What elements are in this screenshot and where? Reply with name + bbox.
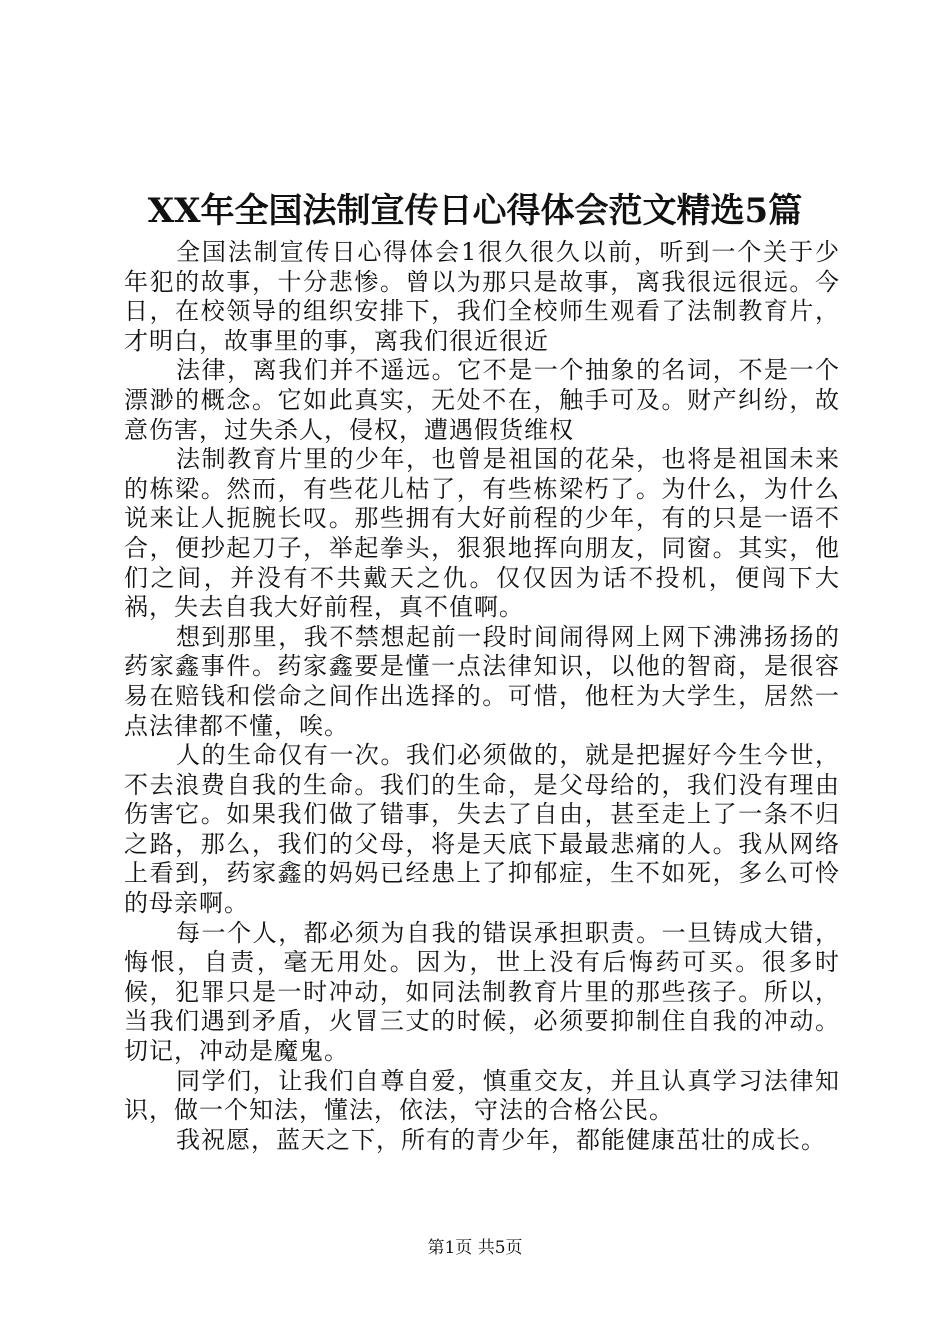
paragraph-5: 人的生命仅有一次。我们必须做的，就是把握好今生今世，不去浪费自我的生命。我们的生命，是父母给的，我们没有理由伤害它。如果我们做了错事，失去了自由，甚至走上了一条不归之路，那么，我们的父母，将是天底下最最悲痛的人。我从网络上看到，药家鑫的妈妈已经患上了抑郁症，生不如死，多么可怜的母亲啊。: [124, 741, 840, 918]
paragraph-3: 法制教育片里的少年，也曾是祖国的花朵，也将是祖国未来的栋梁。然而，有些花儿枯了，有些栋梁朽了。为什么，为什么说来让人扼腕长叹。那些拥有大好前程的少年，有的只是一语不合，便抄起刀子，举起拳头，狠狠地挥向朋友，同窗。其实，他们之间，并没有不共戴天之仇。仅仅因为话不投机，便闯下大祸，失去自我大好前程，真不值啊。: [124, 445, 840, 622]
paragraph-7: 同学们，让我们自尊自爱，慎重交友，并且认真学习法律知识，做一个知法，懂法，依法，守法的合格公民。: [124, 1066, 840, 1125]
paragraph-1: 全国法制宣传日心得体会1很久很久以前，听到一个关于少年犯的故事，十分悲惨。曾以为那只是故事，离我很远很远。今日，在校领导的组织安排下，我们全校师生观看了法制教育片，才明白，故事里的事，离我们很近很近: [124, 238, 840, 355]
document-body: [124, 238, 840, 1155]
page-number-footer: 第1页 共5页: [427, 1238, 523, 1258]
document-title: XX年全国法制宣传日心得体会范文精选5篇: [147, 191, 803, 231]
paragraph-6: 每一个人，都必须为自我的错误承担职责。一旦铸成大错，悔恨，自责，毫无用处。因为，世上没有后悔药可买。很多时候，犯罪只是一时冲动，如同法制教育片里的那些孩子。所以，当我们遇到矛盾，火冒三丈的时候，必须要抑制住自我的冲动。切记，冲动是魔鬼。: [124, 918, 840, 1066]
paragraph-4: 想到那里，我不禁想起前一段时间闹得网上网下沸沸扬扬的药家鑫事件。药家鑫要是懂一点法律知识，以他的智商，是很容易在赔钱和偿命之间作出选择的。可惜，他枉为大学生，居然一点法律都不懂，唉。: [124, 622, 840, 740]
paragraph-2: 法律，离我们并不遥远。它不是一个抽象的名词，不是一个漂渺的概念。它如此真实，无处不在，触手可及。财产纠纷，故意伤害，过失杀人，侵权，遭遇假货维权: [124, 356, 840, 444]
paragraph-8: 我祝愿，蓝天之下，所有的青少年，都能健康茁壮的成长。: [176, 1125, 826, 1154]
